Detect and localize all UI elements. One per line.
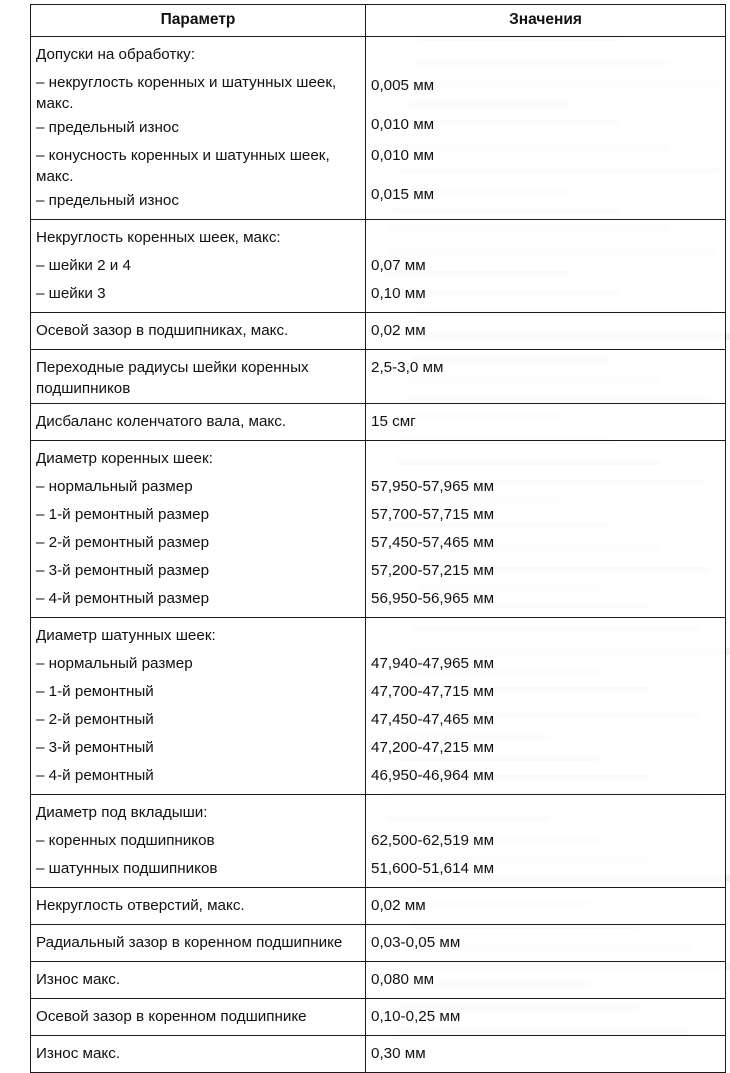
param-cell	[31, 961, 366, 998]
value-line: 0,02 мм	[371, 896, 426, 914]
param-line: – предельный износ	[36, 191, 179, 209]
param-cell	[31, 219, 366, 312]
param-line: – 3-й ремонтный размер	[36, 561, 210, 579]
value-cell	[366, 403, 726, 440]
value-line: 0,10-0,25 мм	[371, 1007, 461, 1025]
table-header-row	[31, 5, 726, 37]
param-line: Некруглость коренных шеек, макс:	[36, 228, 281, 246]
value-line: 47,700-47,715 мм	[371, 682, 495, 700]
value-line: 15 смг	[371, 412, 416, 430]
value-cell	[366, 312, 726, 349]
value-cell	[366, 440, 726, 617]
param-line: – конусность коренных и шатунных шеек, макс.	[36, 146, 330, 185]
value-line: 0,005 мм	[371, 76, 435, 94]
value-line: 0,010 мм	[371, 146, 435, 164]
param-line: – коренных подшипников	[36, 831, 215, 849]
value-line: 47,940-47,965 мм	[371, 654, 495, 672]
param-line: Допуски на обработку:	[36, 45, 195, 63]
value-line	[371, 445, 719, 473]
value-line: 0,10 мм	[371, 284, 426, 302]
param-cell	[31, 794, 366, 887]
param-cell	[31, 617, 366, 794]
value-line: 0,015 мм	[371, 185, 435, 203]
value-line	[371, 622, 719, 650]
value-line: 57,950-57,965 мм	[371, 477, 495, 495]
table-row	[31, 403, 726, 440]
value-cell	[366, 924, 726, 961]
value-line: 51,600-51,614 мм	[371, 859, 495, 877]
table-row	[31, 349, 726, 403]
table-row	[31, 794, 726, 887]
value-cell	[366, 349, 726, 403]
param-cell	[31, 36, 366, 219]
param-cell	[31, 924, 366, 961]
param-line: Некруглость отверстий, макс.	[36, 896, 245, 914]
table-row	[31, 998, 726, 1035]
param-line: – нормальный размер	[36, 477, 193, 495]
param-line: – некруглость коренных и шатунных шеек, макс.	[36, 73, 337, 112]
value-line: 56,950-56,965 мм	[371, 589, 495, 607]
table-row	[31, 887, 726, 924]
value-cell	[366, 887, 726, 924]
value-line: 0,010 мм	[371, 115, 435, 133]
value-line: 57,450-57,465 мм	[371, 533, 495, 551]
table-row	[31, 961, 726, 998]
value-cell	[366, 36, 726, 219]
value-cell	[366, 219, 726, 312]
param-line: Дисбаланс коленчатого вала, макс.	[36, 412, 287, 430]
table-row	[31, 1035, 726, 1072]
value-line: 46,950-46,964 мм	[371, 766, 495, 784]
table-row	[31, 312, 726, 349]
value-cell	[366, 1035, 726, 1072]
param-line: Диаметр шатунных шеек:	[36, 626, 216, 644]
param-line: Износ макс.	[36, 1044, 121, 1062]
param-line: Осевой зазор в подшипниках, макс.	[36, 321, 289, 339]
param-line: Радиальный зазор в коренном подшипнике	[36, 933, 343, 951]
value-line: 0,02 мм	[371, 321, 426, 339]
value-line: 57,700-57,715 мм	[371, 505, 495, 523]
value-line: 0,30 мм	[371, 1044, 426, 1062]
value-cell	[366, 794, 726, 887]
value-line: 47,200-47,215 мм	[371, 738, 495, 756]
param-cell	[31, 403, 366, 440]
param-line: – шейки 2 и 4	[36, 256, 131, 274]
value-line: 2,5-3,0 мм	[371, 358, 444, 376]
param-line: – 1-й ремонтный	[36, 682, 154, 700]
param-cell	[31, 312, 366, 349]
param-line: – 1-й ремонтный размер	[36, 505, 210, 523]
value-cell	[366, 961, 726, 998]
value-line: 0,03-0,05 мм	[371, 933, 461, 951]
param-line: – 2-й ремонтный	[36, 710, 154, 728]
value-line: 62,500-62,519 мм	[371, 831, 495, 849]
value-line: 0,07 мм	[371, 256, 426, 274]
param-cell	[31, 349, 366, 403]
table-row	[31, 924, 726, 961]
param-cell	[31, 440, 366, 617]
param-line: Диаметр коренных шеек:	[36, 449, 213, 467]
param-line: Осевой зазор в коренном подшипнике	[36, 1007, 307, 1025]
param-line: Переходные радиусы шейки коренных подшипников	[36, 358, 309, 397]
value-line	[371, 799, 719, 827]
param-line: Износ макс.	[36, 970, 121, 988]
param-line: – 4-й ремонтный размер	[36, 589, 210, 607]
param-line: – 3-й ремонтный	[36, 738, 154, 756]
param-line: – 4-й ремонтный	[36, 766, 154, 784]
table-row	[31, 617, 726, 794]
param-line: – нормальный размер	[36, 654, 193, 672]
value-line: 47,450-47,465 мм	[371, 710, 495, 728]
table-row	[31, 440, 726, 617]
header-param: Параметр	[31, 5, 366, 37]
param-line: – шатунных подшипников	[36, 859, 218, 877]
param-line: Диаметр под вкладыши:	[36, 803, 208, 821]
param-line: – предельный износ	[36, 118, 179, 136]
header-value: Значения	[366, 5, 726, 37]
value-line	[371, 224, 719, 252]
param-line: – 2-й ремонтный размер	[36, 533, 210, 551]
value-cell	[366, 617, 726, 794]
value-line: 57,200-57,215 мм	[371, 561, 495, 579]
param-cell	[31, 1035, 366, 1072]
value-line	[371, 41, 719, 69]
table-row	[31, 36, 726, 219]
spec-table	[30, 4, 726, 1073]
value-cell	[366, 998, 726, 1035]
param-line: – шейки 3	[36, 284, 106, 302]
value-line: 0,080 мм	[371, 970, 435, 988]
table-row	[31, 219, 726, 312]
param-cell	[31, 887, 366, 924]
param-cell	[31, 998, 366, 1035]
